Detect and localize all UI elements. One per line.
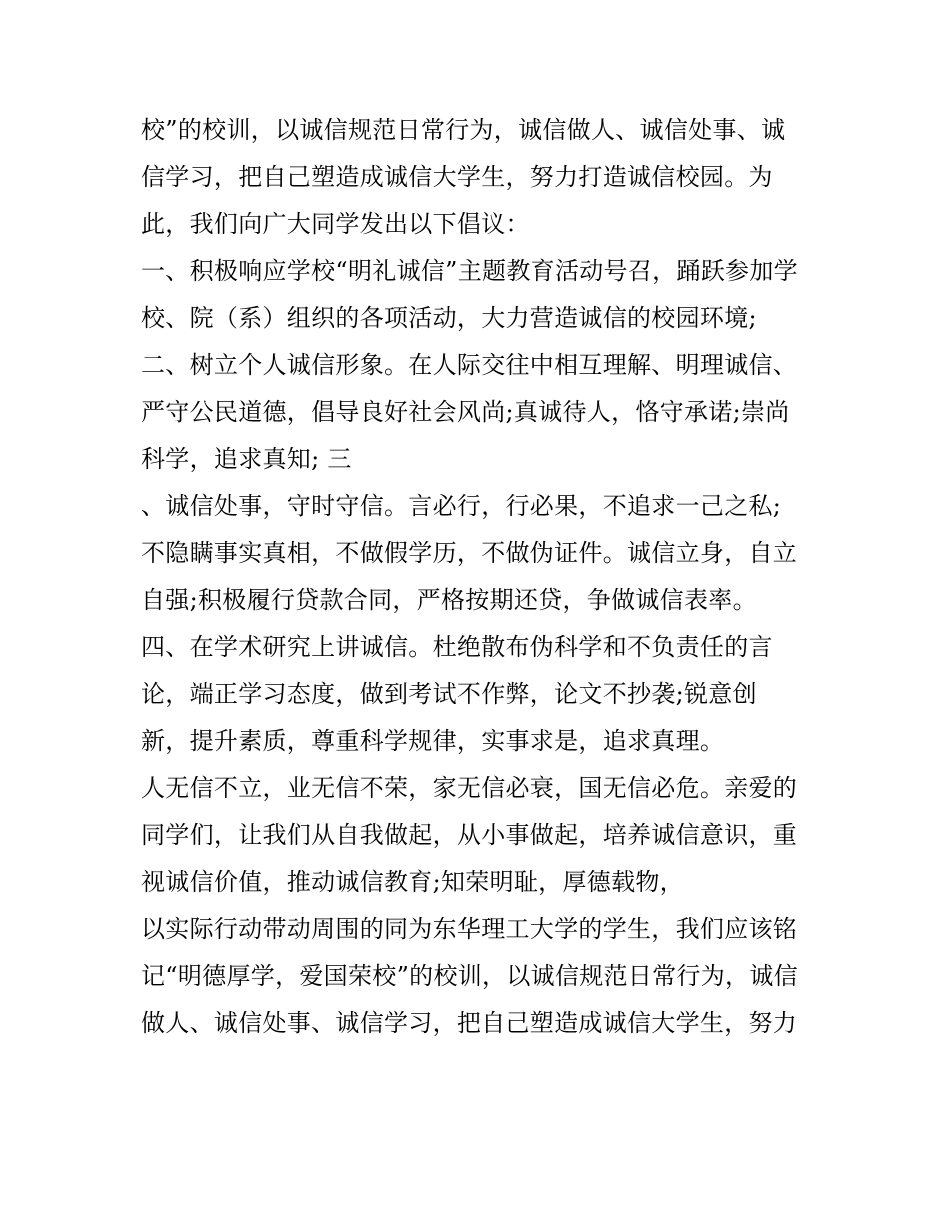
text-line: 信学习，把自己塑造成诚信大学生，努力打造诚信校园。为 <box>141 163 773 191</box>
text-line: 此，我们向广大同学发出以下倡议： <box>141 210 530 238</box>
text-line: 一、积极响应学校“明礼诚信”主题教育活动号召，踊跃参加学 <box>141 257 798 285</box>
text-line: 科学，追求真知; 三 <box>141 445 352 473</box>
text-line: 不隐瞒事实真相，不做假学历，不做伪证件。诚信立身，自立 <box>141 539 798 567</box>
document-body <box>141 107 821 1047</box>
text-line: 校、院（系）组织的各项活动，大力营造诚信的校园环境; <box>141 304 757 332</box>
text-line: 做人、诚信处事、诚信学习，把自己塑造成诚信大学生，努力 <box>141 1009 798 1037</box>
text-line: 同学们，让我们从自我做起，从小事做起，培养诚信意识，重 <box>141 821 798 849</box>
text-line: 、诚信处事，守时守信。言必行，行必果，不追求一己之私; <box>141 492 782 520</box>
text-line: 严守公民道德，倡导良好社会风尚;真诚待人，恪守承诺;崇尚 <box>141 398 790 426</box>
text-line: 记“明德厚学，爱国荣校”的校训，以诚信规范日常行为，诚信 <box>141 962 798 990</box>
text-line: 视诚信价值，推动诚信教育;知荣明耻，厚德载物， <box>141 868 684 896</box>
text-line: 二、树立个人诚信形象。在人际交往中相互理解、明理诚信、 <box>141 351 798 379</box>
text-line: 校”的校训，以诚信规范日常行为，诚信做人、诚信处事、诚 <box>141 116 786 144</box>
text-line: 论，端正学习态度，做到考试不作弊，论文不抄袭;锐意创 <box>141 680 757 708</box>
text-line: 四、在学术研究上讲诚信。杜绝散布伪科学和不负责任的言 <box>141 633 773 661</box>
text-line: 人无信不立，业无信不荣，家无信必衰，国无信必危。亲爱的 <box>141 774 798 802</box>
text-line: 以实际行动带动周围的同为东华理工大学的学生，我们应该铭 <box>141 915 798 943</box>
text-line: 自强;积极履行贷款合同，严格按期还贷，争做诚信表率。 <box>141 586 757 614</box>
text-line: 新，提升素质，尊重科学规律，实事求是，追求真理。 <box>141 727 725 755</box>
